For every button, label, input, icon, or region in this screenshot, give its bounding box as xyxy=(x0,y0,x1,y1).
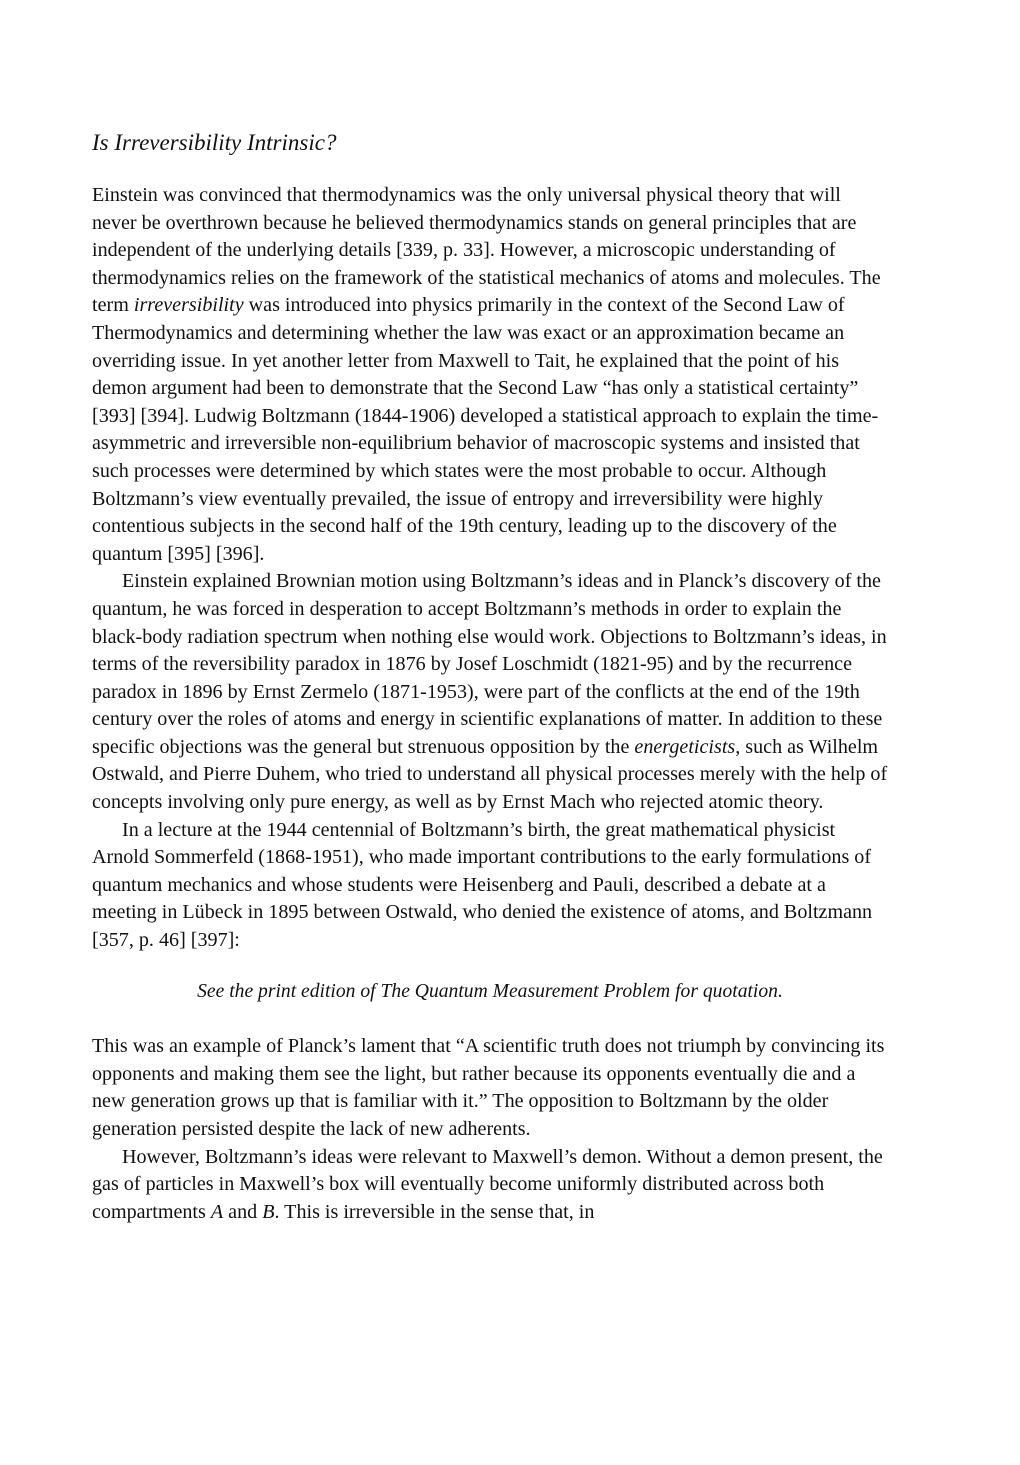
paragraph-2 xyxy=(92,568,888,816)
quotation-placeholder: See the print edition of The Quantum Measurement Problem for quotation. xyxy=(197,980,783,1002)
paragraph-5 xyxy=(92,1144,888,1227)
paragraph-4: This was an example of Planck’s lament that “A scientific truth does not triumph by convincing its opponents and making them see the light, but rather because its opponents eventually die and a new generation grows up that is familiar with it.” The opposition to Boltzmann by the older generation persisted despite the lack of new adherents. xyxy=(92,1035,885,1140)
paragraph-1-text-a: Einstein was convinced that thermodynamics was the only universal physical theory that will never be overthrown because he believed thermodynamics stands on general principles that are independent of the underlying details [339, p. 33]. However, a microscopic understanding of thermodynamics relies on the framework of the statistical mechanics of atoms and molecules. The term xyxy=(92,184,881,317)
paragraph-1-emphasis: irreversibility xyxy=(133,294,244,317)
paragraph-5-text-b: and xyxy=(223,1200,263,1223)
section-title: Is Irreversibility Intrinsic? xyxy=(92,130,337,155)
paragraph-1 xyxy=(92,182,888,568)
paragraph-5-emphasis-b: B xyxy=(262,1200,275,1223)
document-page xyxy=(92,128,888,1226)
paragraph-5-emphasis-a: A xyxy=(210,1200,224,1223)
paragraph-2-text-a: Einstein explained Brownian motion using Boltzmann’s ideas and in Planck’s discovery of the quantum, he was forced in desperation to accept Boltzmann’s methods in order to explain the black-body radiation spectrum when nothing else would work. Objections to Boltzmann’s ideas, in terms of the reversibility paradox in 1876 by Josef Loschmidt (1821-95) and by the recurrence paradox in 1896 by Ernst Zermelo (1871-1953), were part of the conflicts at the end of the 19th century over the roles of atoms and energy in scientific explanations of matter. In addition to these specific objections was the general but strenuous opposition by the xyxy=(92,570,887,758)
paragraph-3: In a lecture at the 1944 centennial of Boltzmann’s birth, the great mathematical physicist Arnold Sommerfeld (1868-1951), who made important contributions to the early formulations of quantum mechanics and whose students were Heisenberg and Pauli, described a debate at a meeting in Lübeck in 1895 between Ostwald, who denied the existence of atoms, and Boltzmann [357, p. 46] [397]: xyxy=(92,818,873,952)
paragraph-5-text-a: However, Boltzmann’s ideas were relevant to Maxwell’s demon. Without a demon present, the gas of particles in Maxwell’s box will eventually become uniformly distributed across both compartments xyxy=(92,1145,883,1223)
paragraph-5-text-c: . This is irreversible in the sense that, in xyxy=(274,1200,595,1223)
paragraph-2-text-b: , such as Wilhelm Ostwald, and Pierre Duhem, who tried to understand all physical processes merely with the help of concepts involving only pure energy, as well as by Ernst Mach who rejected atomic theory. xyxy=(92,735,888,814)
paragraph-2-emphasis: energeticists xyxy=(634,735,736,758)
paragraph-1-text-b: was introduced into physics primarily in the context of the Second Law of Thermodynamics and determining whether the law was exact or an approximation became an overriding issue. In yet another letter from Maxwell to Tait, he explained that the point of his demon argument had been to demonstrate that the Second Law “has only a statistical certainty” [393] [394]. Ludwig Boltzmann (1844-1906) developed a statistical approach to explain the time-asymmetric and irreversible non-equilibrium behavior of macroscopic systems and insisted that such processes were determined by which states were the most probable to occur. Although Boltzmann’s view eventually prevailed, the issue of entropy and irreversibility were highly contentious subjects in the second half of the 19th century, leading up to the discovery of the quantum [395] [396]. xyxy=(92,294,879,565)
